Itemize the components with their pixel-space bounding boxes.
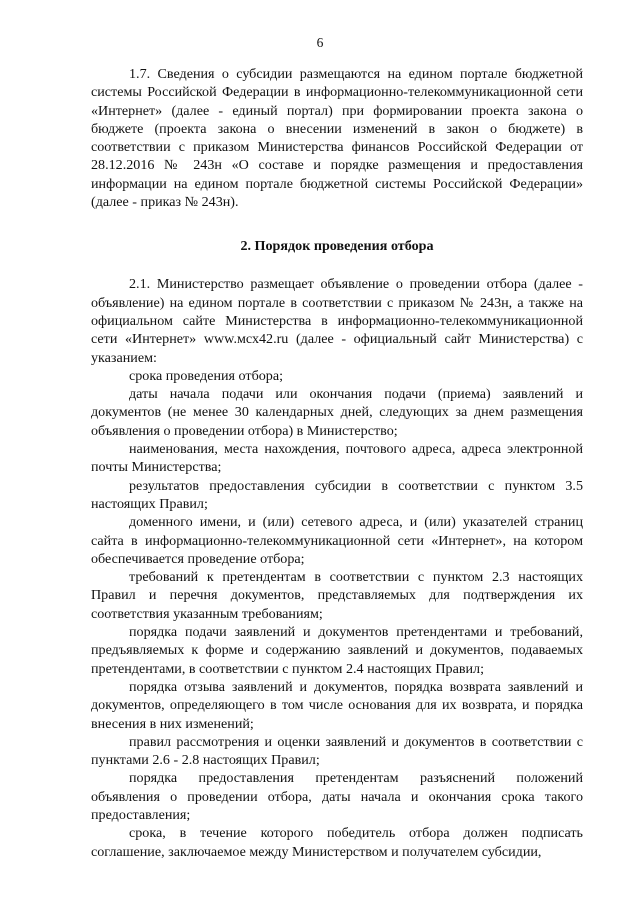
- list-item: требований к претендентам в соответствии с пунктом 2.3 настоящих Правил и перечня документов, представляемых для подтверждения их соответствия указанным требованиям;: [91, 569, 583, 622]
- page-number: 6: [316, 35, 324, 50]
- paragraph-2-1: 2.1. Министерство размещает объявление о проведении отбора (далее - объявление) на едином портале в соответствии с приказом № 243н, а также на официальном сайте Министерства в информационно-телекоммуникационной сети «Интернет» www.мсх42.ru (далее - официальный сайт Министерства) с указанием:: [91, 276, 583, 366]
- section-heading: 2. Порядок проведения отбора: [240, 238, 434, 255]
- section-2: [91, 237, 583, 861]
- list-item: результатов предоставления субсидии в соответствии с пунктом 3.5 настоящих Правил;: [91, 477, 583, 512]
- document-body: [91, 65, 583, 861]
- list-item: порядка подачи заявлений и документов претендентами и требований, предъявляемых к форме и содержанию заявлений и документов, подаваемых претендентами, в соответствии с пунктом 2.4 настоящих Правил;: [91, 624, 583, 677]
- list-item: порядка отзыва заявлений и документов, порядка возврата заявлений и документов, определяющего в том числе основания для их возврата, и порядка внесения в них изменений;: [91, 678, 583, 732]
- section-1-7: [91, 65, 583, 211]
- list-item: срока проведения отбора;: [129, 367, 284, 384]
- list-item: правил рассмотрения и оценки заявлений и документов в соответствии с пунктами 2.6 - 2.8 настоящих Правил;: [91, 733, 583, 769]
- list-item: срока, в течение которого победитель отбора должен подписать соглашение, заключаемое между Министерством и получателем субсидии,: [91, 825, 583, 860]
- list-item: доменного имени, и (или) сетевого адреса, и (или) указателей страниц сайта в информационно-телекоммуникационной сети «Интернет», на котором обеспечивается проведение отбора;: [91, 514, 583, 567]
- list-item: даты начала подачи или окончания подачи (приема) заявлений и документов (не менее 30 календарных дней, следующих за днем размещения объявления о проведении отбора) в Министерство;: [91, 386, 583, 439]
- list-item: наименования, места нахождения, почтового адреса, адреса электронной почты Министерства;: [91, 441, 583, 476]
- paragraph-1-7: 1.7. Сведения о субсидии размещаются на едином портале бюджетной системы Российской Федерации в информационно-телекоммуникационной сети «Интернет» (далее - единый портал) при формировании проекта закона о бюджете (проекта закона о внесении изменений в закон о бюджете) в соответствии с приказом Министерства финансов Российской Федерации от 28.12.2016 № 243н «О составе и порядке размещения и предоставления информации на едином портале бюджетной системы Российской Федерации» (далее - приказ № 243н).: [91, 66, 583, 211]
- list-item: порядка предоставления претендентам разъяснений положений объявления о проведении отбора, даты начала и окончания срока такого предоставления;: [91, 770, 583, 823]
